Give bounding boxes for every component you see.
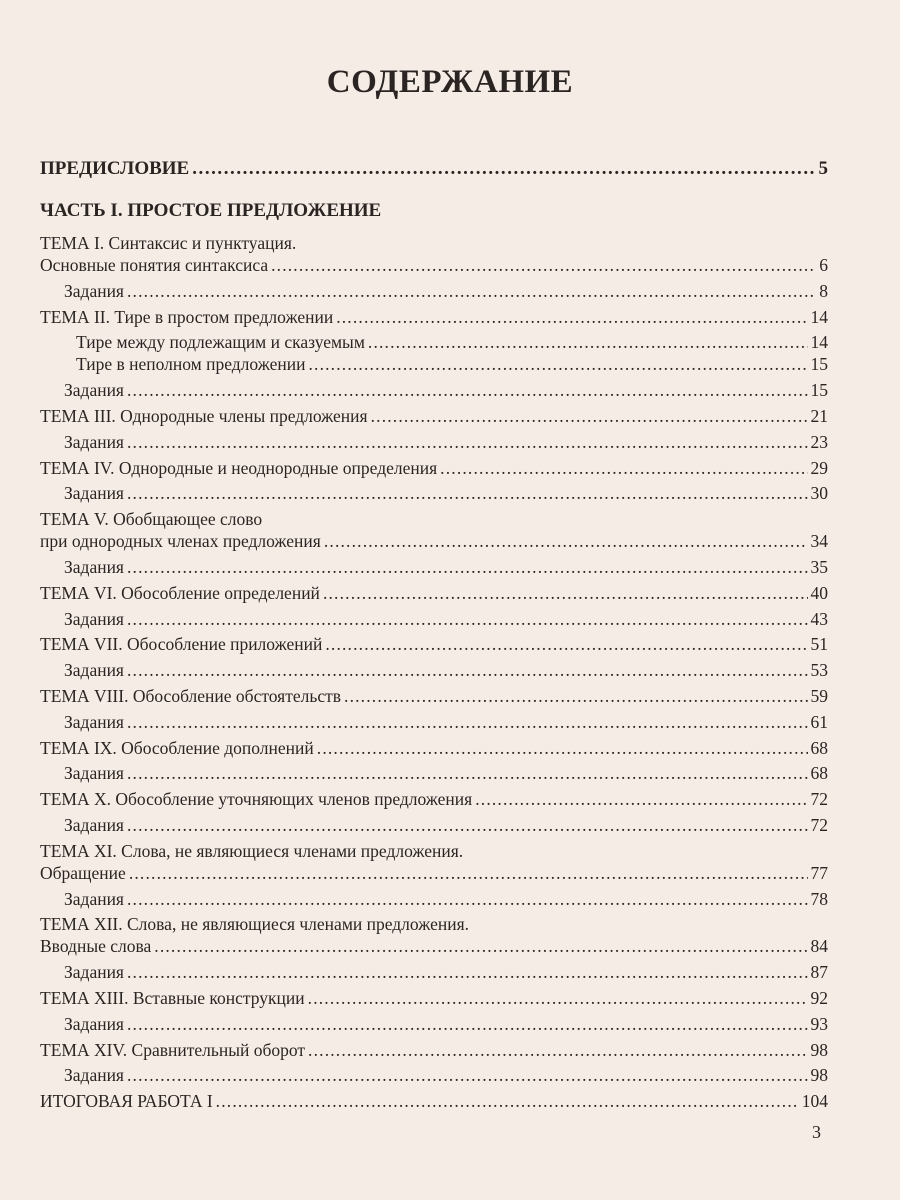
toc-entry-title: ТЕМА VIII. Обособление обстоятельств — [40, 685, 342, 706]
toc-entry-page: 104 — [801, 1091, 828, 1112]
toc-entry-title: ТЕМА VII. Обособление приложений — [40, 634, 323, 655]
toc-entry-title: ИТОГОВАЯ РАБОТА I — [40, 1091, 213, 1112]
toc-entry-page: 98 — [810, 1065, 828, 1086]
toc-entry — [40, 427, 828, 453]
toc-entry-page: 87 — [810, 962, 828, 983]
toc-entry-title: ТЕМА IV. Однородные и неоднородные определения — [40, 457, 438, 478]
toc-entry-title: Задания — [64, 1013, 124, 1034]
dot-leader — [127, 888, 808, 910]
toc-entry-title: ТЕМА VI. Обособление определений — [40, 582, 320, 603]
toc-entry — [40, 578, 828, 604]
toc-entry — [40, 401, 828, 427]
toc-entry-page: 84 — [810, 936, 828, 957]
toc-entry — [40, 655, 828, 681]
toc-entry-page: 35 — [810, 556, 828, 577]
toc-entry — [40, 353, 828, 375]
toc-entry — [40, 328, 828, 354]
toc-entry-title: ТЕМА XI. Слова, не являющиеся членами предложения. — [40, 840, 464, 861]
toc-entry-title: Задания — [64, 962, 124, 983]
toc-entry-title: Задания — [64, 763, 124, 784]
dot-leader — [368, 331, 808, 353]
dot-leader — [127, 280, 816, 302]
toc-entry-page: 77 — [810, 862, 828, 883]
dot-leader — [192, 158, 815, 180]
page-number: 3 — [812, 1122, 821, 1142]
toc-entry — [40, 836, 828, 862]
toc-entry-page: 40 — [810, 582, 828, 603]
toc-entry-page: 30 — [810, 483, 828, 504]
toc-entry — [40, 784, 828, 810]
toc-entry-page: 15 — [810, 380, 828, 401]
toc-entry — [40, 604, 828, 630]
dot-leader — [475, 788, 807, 810]
dot-leader — [127, 762, 808, 784]
toc-entry — [40, 1009, 828, 1035]
toc-entry-title: Обращение — [40, 862, 126, 883]
dot-leader — [127, 482, 808, 504]
toc-entry-page: 53 — [810, 660, 828, 681]
toc-entry-title: Задания — [64, 1065, 124, 1086]
dot-leader — [127, 431, 808, 453]
toc-entry — [40, 530, 828, 552]
toc-entry-page: 51 — [810, 634, 828, 655]
toc-entry-title: Вводные слова — [40, 936, 152, 957]
toc-entry-title: при однородных членах предложения — [40, 531, 321, 552]
toc-entry-page: 59 — [810, 685, 828, 706]
dot-leader — [324, 530, 808, 552]
toc-entry-title: Тире между подлежащим и сказуемым — [76, 332, 365, 353]
toc-entry-title: Задания — [64, 431, 124, 452]
dot-leader — [308, 1039, 807, 1061]
dot-leader — [308, 987, 808, 1009]
toc-entry-page: 23 — [810, 431, 828, 452]
toc-entry — [40, 957, 828, 983]
toc-entry — [40, 504, 828, 530]
toc-entry-page: 98 — [810, 1039, 828, 1060]
dot-leader — [336, 306, 807, 328]
toc-entry-title: ТЕМА XIV. Сравнительный оборот — [40, 1039, 306, 1060]
toc-entry-title: Тире в неполном предложении — [76, 354, 306, 375]
dot-leader — [323, 582, 808, 604]
toc-entry — [40, 910, 828, 936]
dot-leader — [127, 814, 808, 836]
toc-entry — [40, 302, 828, 328]
toc-entry-title: Задания — [64, 660, 124, 681]
toc-entry-title: Задания — [64, 280, 124, 301]
toc-entry — [40, 479, 828, 505]
dot-leader — [440, 457, 807, 479]
toc-entry-title: Задания — [64, 608, 124, 629]
dot-leader — [216, 1090, 799, 1112]
dot-leader — [127, 379, 808, 401]
toc-entry-title: ТЕМА II. Тире в простом предложении — [40, 306, 334, 327]
toc-entry-title: Основные понятия синтаксиса — [40, 255, 269, 275]
toc-entry-page: 68 — [810, 737, 828, 758]
toc-entry — [40, 1035, 828, 1061]
toc-entry-page: 29 — [810, 457, 828, 478]
toc-entry — [40, 884, 828, 910]
toc-entry — [40, 375, 828, 401]
toc-entry-page: 5 — [818, 158, 828, 179]
dot-leader — [127, 1064, 808, 1086]
toc-entry-page: 8 — [819, 280, 828, 301]
toc-entry-page: 6 — [819, 255, 828, 275]
dot-leader — [127, 556, 808, 578]
toc-entry-page: 78 — [810, 888, 828, 909]
dot-leader — [271, 254, 816, 276]
toc-entry — [40, 759, 828, 785]
toc-entry-title: ЧАСТЬ I. ПРОСТОЕ ПРЕДЛОЖЕНИЕ — [40, 200, 382, 221]
toc-entry — [40, 1086, 828, 1112]
toc-entry-page: 14 — [810, 306, 828, 327]
toc-entry — [40, 180, 828, 222]
toc-entry — [40, 935, 828, 957]
toc-entry — [40, 222, 828, 254]
table-of-contents — [40, 150, 828, 1112]
toc-entry-title: ТЕМА XIII. Вставные конструкции — [40, 987, 305, 1008]
toc-entry-title: Задания — [64, 711, 124, 732]
dot-leader — [154, 935, 807, 957]
toc-entry-title: ТЕМА XII. Слова, не являющиеся членами предложения. — [40, 914, 470, 935]
dot-leader — [127, 608, 808, 630]
toc-entry-title: ТЕМА V. Обобщающее слово — [40, 509, 263, 530]
toc-entry-page: 61 — [810, 711, 828, 732]
toc-entry — [40, 681, 828, 707]
page-title: СОДЕРЖАНИЕ — [326, 64, 574, 100]
toc-entry — [40, 276, 828, 302]
toc-entry-page: 15 — [810, 354, 828, 375]
dot-leader — [127, 711, 808, 733]
dot-leader — [127, 659, 808, 681]
toc-entry — [40, 862, 828, 884]
toc-entry-title: Задания — [64, 380, 124, 401]
toc-entry — [40, 254, 828, 276]
toc-entry — [40, 630, 828, 656]
toc-entry — [40, 983, 828, 1009]
toc-entry-title: Задания — [64, 556, 124, 577]
toc-entry — [40, 150, 828, 180]
toc-entry-page: 72 — [810, 814, 828, 835]
dot-leader — [317, 737, 808, 759]
toc-entry-title: ТЕМА III. Однородные члены предложения — [40, 405, 368, 426]
dot-leader — [129, 862, 808, 884]
dot-leader — [127, 1013, 808, 1035]
toc-entry-page: 92 — [810, 987, 828, 1008]
toc-entry-title: ТЕМА I. Синтаксис и пунктуация. — [40, 233, 297, 253]
toc-entry-title: Задания — [64, 888, 124, 909]
toc-entry-page: 72 — [810, 789, 828, 810]
dot-leader — [344, 685, 807, 707]
dot-leader — [308, 353, 807, 375]
toc-entry — [40, 810, 828, 836]
toc-entry-page: 93 — [810, 1013, 828, 1034]
toc-entry-page: 68 — [810, 763, 828, 784]
toc-entry-page: 43 — [810, 608, 828, 629]
toc-entry-title: ТЕМА X. Обособление уточняющих членов предложения — [40, 789, 473, 810]
dot-leader — [127, 961, 808, 983]
toc-entry-title: Задания — [64, 814, 124, 835]
toc-entry-page: 21 — [810, 405, 828, 426]
toc-entry-page: 14 — [810, 332, 828, 353]
toc-entry — [40, 733, 828, 759]
toc-entry-title: ПРЕДИСЛОВИЕ — [40, 158, 190, 179]
toc-entry — [40, 1061, 828, 1087]
toc-entry — [40, 453, 828, 479]
toc-entry — [40, 552, 828, 578]
dot-leader — [371, 405, 808, 427]
toc-entry — [40, 707, 828, 733]
toc-entry-title: ТЕМА IX. Обособление дополнений — [40, 737, 314, 758]
toc-entry-page: 34 — [810, 531, 828, 552]
toc-entry-title: Задания — [64, 483, 124, 504]
dot-leader — [325, 633, 807, 655]
